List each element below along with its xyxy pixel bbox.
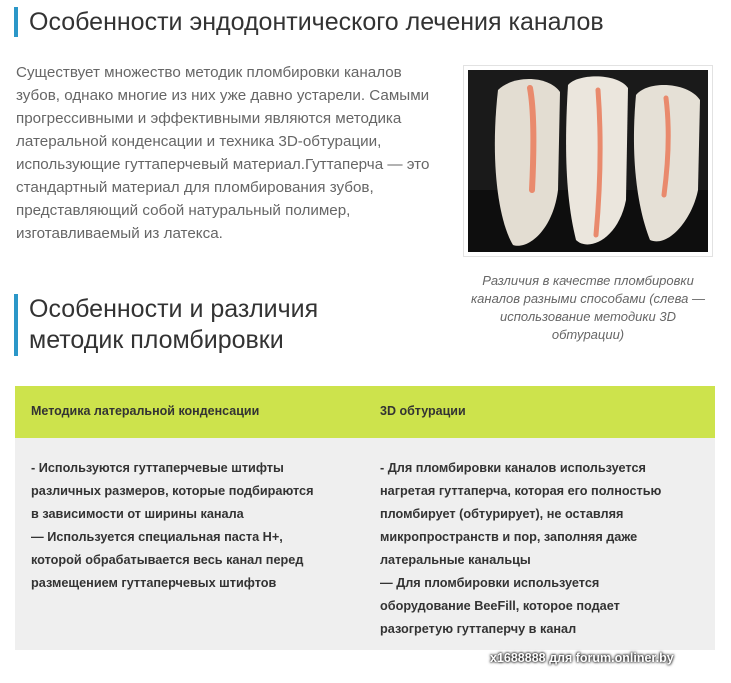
list-item: — Для пломбировки используется <box>380 576 600 590</box>
page-title: Особенности эндодонтического лечения каналов <box>14 7 604 37</box>
list-item: оборудование BeeFill, которое подает <box>380 599 620 613</box>
list-item: различных размеров, которые подбираются <box>31 484 314 498</box>
list-item: - Для пломбировки каналов используется <box>380 461 646 475</box>
intro-paragraph: Существует множество методик пломбировки каналов зубов, однако многие из них уже давно устарели. Самыми прогрессивными и эффективными являются методика латеральной конденсации и техника 3D-обтурации, использующие гуттаперчевый материал.Гуттаперча — это стандартный материал для пломбирования зубов, представляющий собой натуральный полимер, изготавливаемый из латекса. <box>16 64 430 242</box>
watermark: x1688888 для forum.onliner.by <box>490 651 674 665</box>
cell-lateral-condensation <box>31 457 351 595</box>
list-item: пломбирует (обтурирует), не оставляя <box>380 507 624 521</box>
list-item: — Используется специальная паста Н+, <box>31 530 283 544</box>
list-item: латеральные канальцы <box>380 553 531 567</box>
table-header <box>15 386 715 438</box>
teeth-image <box>468 70 708 252</box>
list-item: нагретая гуттаперча, которая его полностью <box>380 484 662 498</box>
teeth-photo <box>463 65 713 257</box>
list-item: которой обрабатывается весь канал перед <box>31 553 304 567</box>
list-item: в зависимости от ширины канала <box>31 507 244 521</box>
cell-3d-obturation <box>380 457 710 641</box>
list-item: микропространств и пор, заполняя даже <box>380 530 638 544</box>
list-item: - Используются гуттаперчевые штифты <box>31 461 284 475</box>
section-title: Особенности и различия методик пломбировки <box>14 294 359 356</box>
table-body <box>15 438 715 650</box>
comparison-table <box>15 386 715 650</box>
header-3d-obturation: 3D обтурации <box>380 404 466 418</box>
list-item: размещением гуттаперчевых штифтов <box>31 576 277 590</box>
header-lateral-condensation: Методика латеральной конденсации <box>31 404 260 418</box>
photo-caption: Различия в качестве пломбировки каналов разными способами (слева — использование методики 3D обтурации) <box>471 273 705 342</box>
list-item: разогретую гуттаперчу в канал <box>380 622 577 636</box>
